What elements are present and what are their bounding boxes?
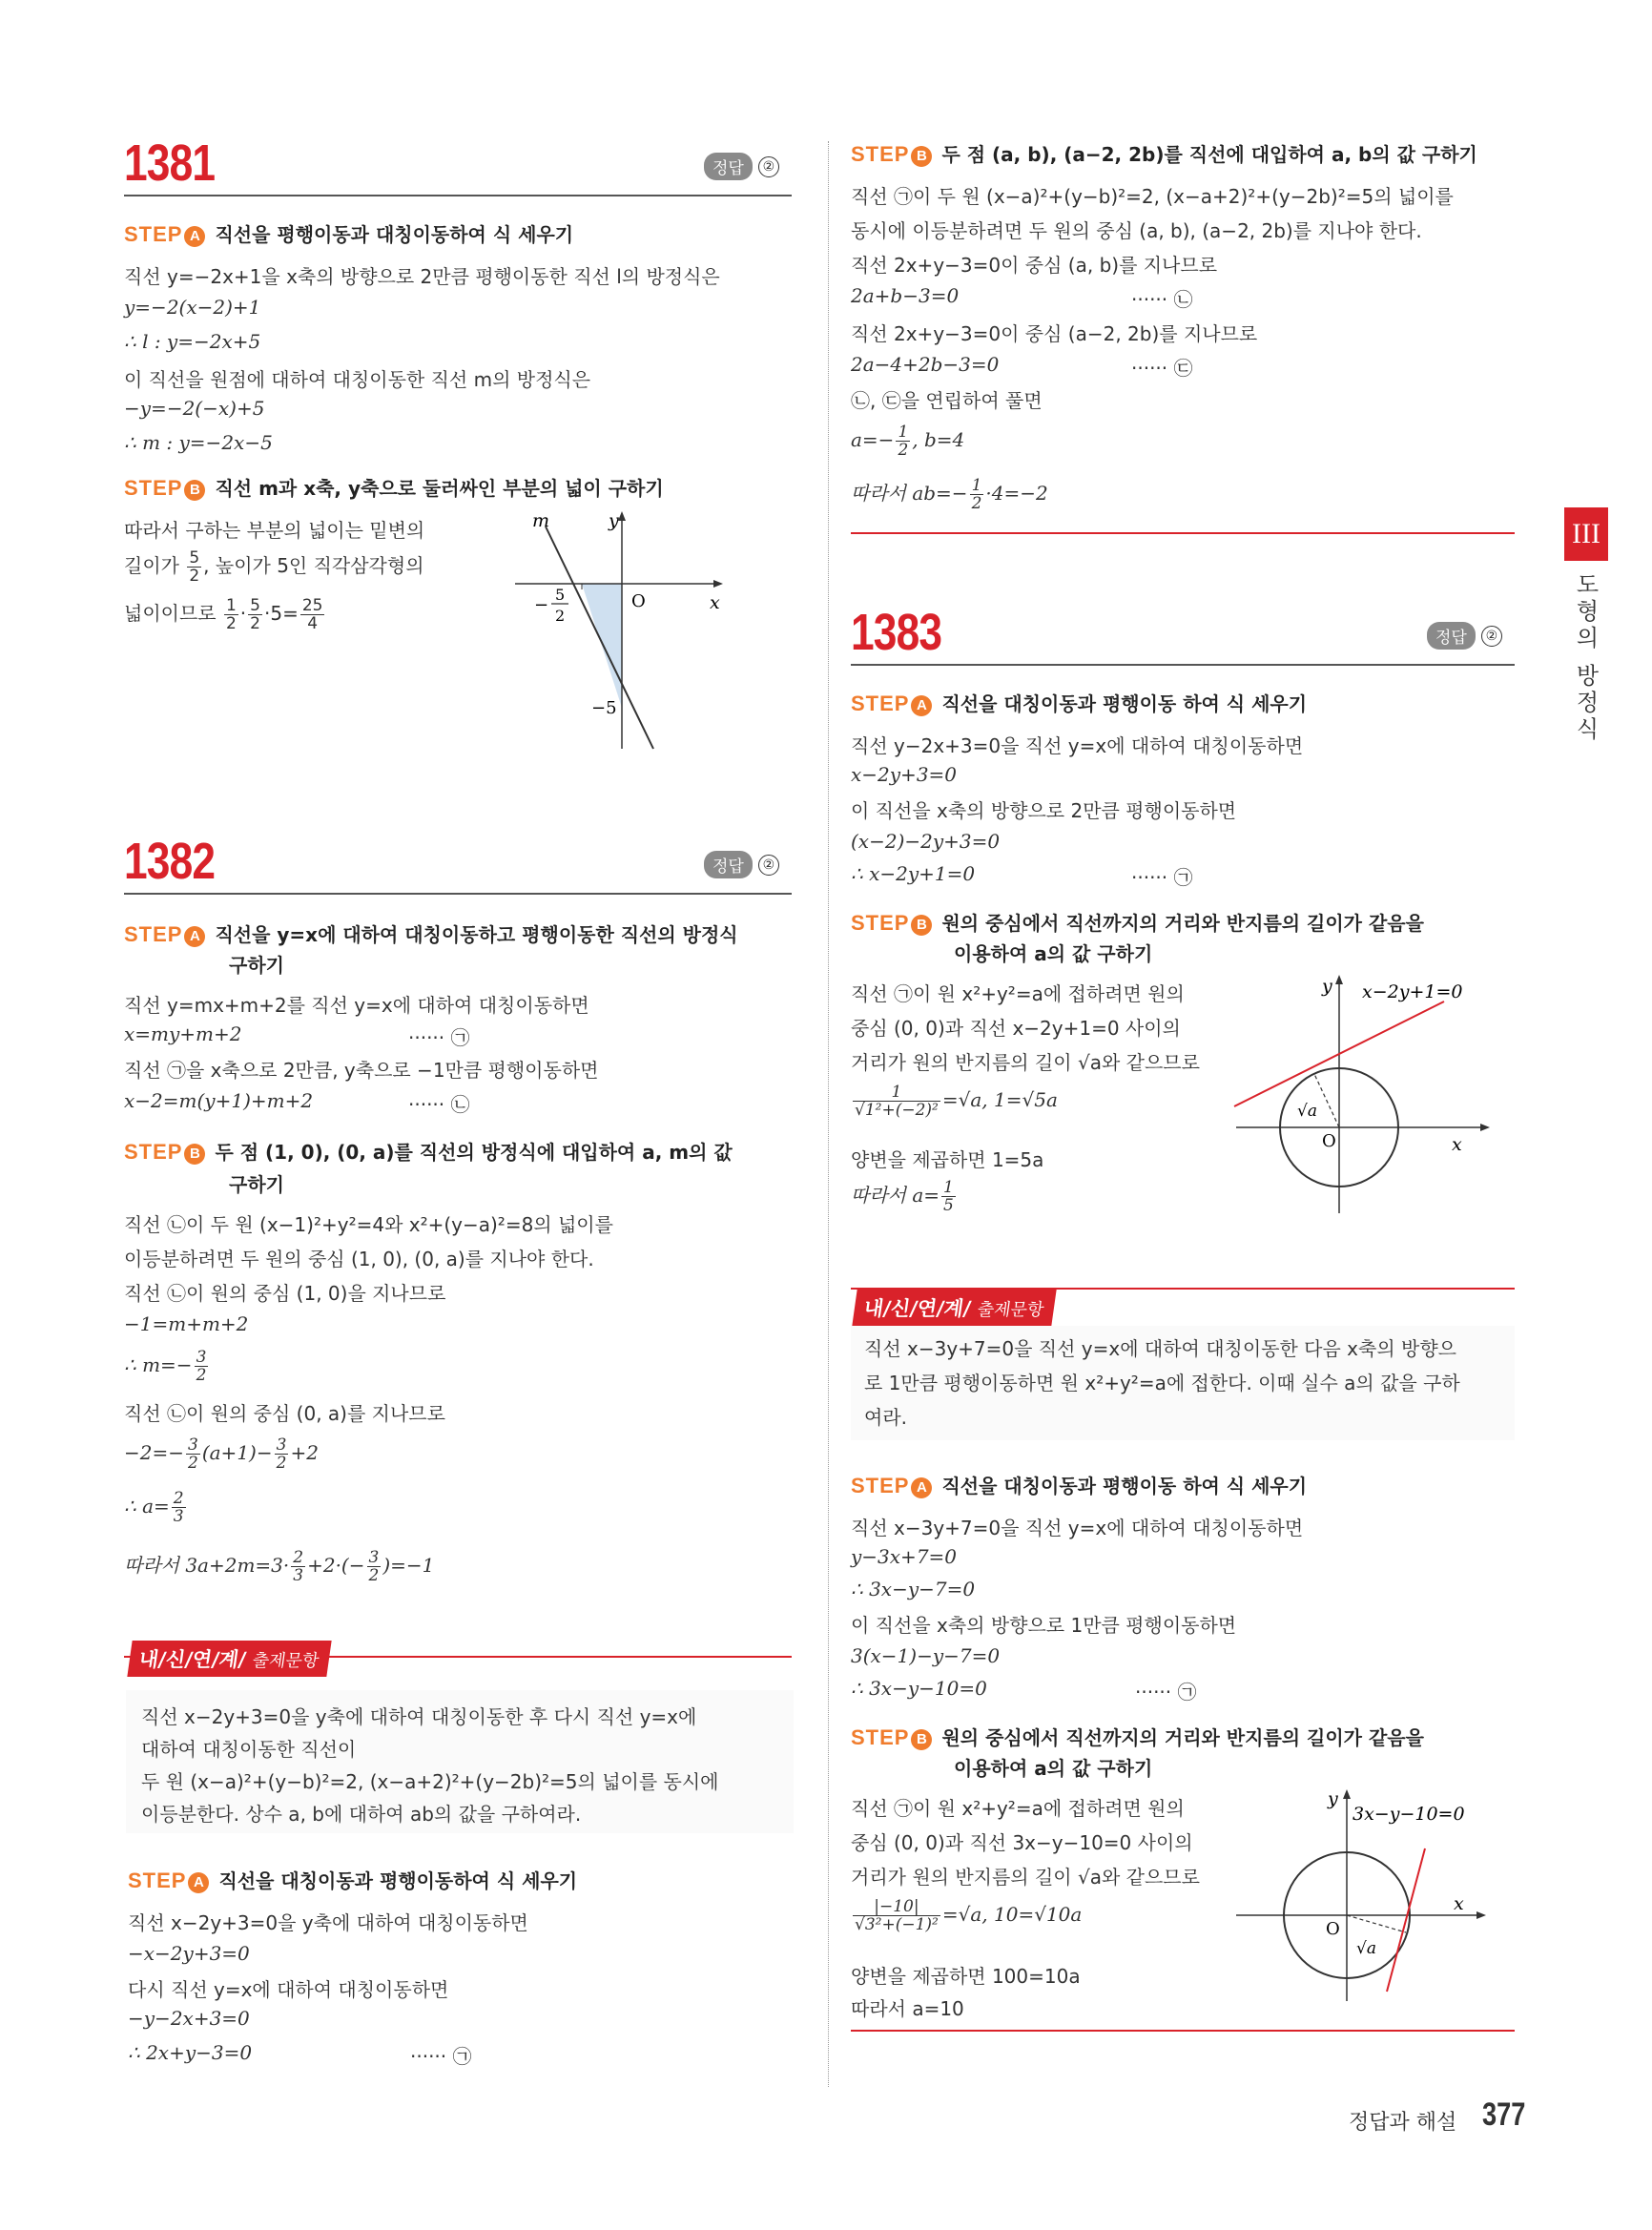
solution-line: ∴ m=− $\frac{3}{2}$	[124, 1348, 207, 1385]
solution-line: y−3x+7=0	[851, 1545, 958, 1568]
solution-line: 직선 y=−2x+1을 x축의 방향으로 2만큼 평행이동한 직선 l의 방정식은	[124, 265, 720, 288]
solution-line: 다시 직선 y=x에 대하여 대칭이동하면	[128, 1978, 449, 2001]
solution-line: a=− $\frac{1}{2}$ , b=4	[851, 423, 965, 460]
solution-line: −1=m+m+2	[124, 1312, 249, 1335]
label-radius: √a	[1297, 1102, 1317, 1121]
step-a-heading: STEP A 직선을 대칭이동과 평행이동 하여 식 세우기	[851, 692, 1308, 715]
label-x: x	[1454, 1893, 1464, 1914]
problem-rule	[124, 195, 792, 196]
step-b-heading-cont: 구하기	[229, 1173, 284, 1196]
solution-line: 따라서 ab=− $\frac{1}{2}$ ·4=−2	[851, 476, 1048, 513]
question-line: 직선 x−2y+3=0을 y축에 대하여 대칭이동한 후 다시 직선 y=x에	[141, 1705, 697, 1728]
page-number: 377	[1482, 2096, 1526, 2133]
solution-line: ∴ 3x−y−7=0	[851, 1578, 976, 1600]
solution-line: 중심 (0, 0)과 직선 3x−y−10=0 사이의	[851, 1831, 1193, 1854]
solution-line: 따라서 a=10	[851, 1997, 964, 2020]
answer-value: ②	[758, 855, 779, 876]
solution-line: 2a+b−3=0	[851, 284, 960, 307]
column-divider	[828, 141, 829, 2087]
label-radius: √a	[1356, 1939, 1376, 1958]
solution-line: y=−2(x−2)+1	[124, 296, 261, 319]
solution-line: 직선 ㉡이 원의 중심 (1, 0)을 지나므로	[124, 1282, 446, 1305]
solution-line: 직선 ㉠이 원 x²+y²=a에 접하려면 원의	[851, 982, 1185, 1005]
solution-line: 길이가 $\frac{5}{2}$ , 높이가 5인 직각삼각형의	[124, 548, 424, 586]
circle-tangent-graph-2	[1227, 1780, 1541, 2009]
solution-line: 양변을 제곱하면 1=5a	[851, 1148, 1044, 1171]
label-x: x	[1452, 1134, 1462, 1155]
solution-line: 거리가 원의 반지름의 길이 √a와 같으므로	[851, 1051, 1200, 1074]
label-eq: x−2y+1=0	[1362, 981, 1463, 1002]
question-line: 여라.	[864, 1406, 907, 1429]
solution-line: ∴ x−2y+1=0	[851, 862, 976, 885]
solution-line: 직선 ㉠을 x축으로 2만큼, y축으로 −1만큼 평행이동하면	[124, 1059, 599, 1082]
circle-tangent-graph	[1227, 963, 1541, 1221]
equation-marker: ······ ㉡	[408, 1093, 470, 1116]
section-end-rule	[851, 2030, 1515, 2032]
solution-line: 직선 ㉠이 두 원 (x−a)²+(y−b)²=2, (x−a+2)²+(y−2b)²=5의 넓이를	[851, 185, 1454, 208]
solution-line: 직선 x−2y+3=0을 y축에 대하여 대칭이동하면	[128, 1911, 528, 1934]
solution-line: ∴ 3x−y−10=0	[851, 1677, 987, 1700]
solution-line: 2a−4+2b−3=0	[851, 353, 1000, 376]
related-question-label: 내/신/연/계/ 출제문항	[127, 1641, 331, 1677]
equation-marker: ······ ㉢	[1131, 357, 1193, 380]
question-line: 두 원 (x−a)²+(y−b)²=2, (x−a+2)²+(y−2b)²=5의 넓이를 동시에	[141, 1770, 719, 1793]
solution-line: −y−2x+3=0	[128, 2007, 250, 2030]
related-question-label: 내/신/연/계/ 출제문항	[852, 1290, 1056, 1326]
question-line: 대하여 대칭이동한 직선이	[141, 1738, 357, 1761]
step-b-heading-cont: 이용하여 a의 값 구하기	[954, 1757, 1153, 1780]
label-origin: O	[1322, 1131, 1336, 1151]
label-xint-den: 2	[555, 607, 566, 625]
solution-line: 이 직선을 x축의 방향으로 2만큼 평행이동하면	[851, 799, 1237, 822]
label-y: y	[1322, 976, 1332, 997]
solution-line: 거리가 원의 반지름의 길이 √a와 같으므로	[851, 1866, 1200, 1889]
equation-marker: ······ ㉠	[1131, 866, 1193, 889]
solution-line: 이 직선을 원점에 대하여 대칭이동한 직선 m의 방정식은	[124, 368, 591, 391]
solution-line: 직선 y−2x+3=0을 직선 y=x에 대하여 대칭이동하면	[851, 734, 1304, 757]
solution-line: 넓이이므로 $\frac{1}{2}$ · $\frac{5}{2}$ ·5= $\frac{25}{4}$	[124, 596, 323, 633]
step-a-heading-cont: 구하기	[229, 954, 284, 977]
solution-line: 직선 y=mx+m+2를 직선 y=x에 대하여 대칭이동하면	[124, 994, 589, 1017]
step-b-heading: STEP B 두 점 (1, 0), (0, a)를 직선의 방정식에 대입하여 a, m의 값	[124, 1140, 733, 1164]
tangent-line	[1387, 1848, 1425, 1992]
solution-line: 직선 2x+y−3=0이 중심 (a, b)를 지나므로	[851, 254, 1218, 277]
equation-marker: ······ ㉠	[1135, 1681, 1197, 1703]
footer-section: 정답과 해설	[1349, 2111, 1457, 2135]
step-b-heading: STEP B 원의 중심에서 직선까지의 거리와 반지름의 길이가 같음을	[851, 1725, 1424, 1749]
question-line: 직선 x−3y+7=0을 직선 y=x에 대하여 대칭이동한 다음 x축의 방향으	[864, 1337, 1456, 1360]
chapter-tab: III	[1564, 507, 1608, 561]
step-a-heading: STEP A 직선을 대칭이동과 평행이동 하여 식 세우기	[851, 1474, 1308, 1497]
answer-label: 정답	[704, 851, 753, 878]
solution-line: ㉡, ㉢을 연립하여 풀면	[851, 389, 1043, 412]
step-b-heading: STEP B 직선 m과 x축, y축으로 둘러싸인 부분의 넓이 구하기	[124, 476, 664, 500]
problem-rule	[124, 893, 792, 895]
question-line: 이등분한다. 상수 a, b에 대하여 ab의 값을 구하여라.	[141, 1803, 582, 1826]
problem-number-1382: 1382	[124, 833, 216, 890]
solution-line: (x−2)−2y+3=0	[851, 830, 1001, 853]
label-y: y	[1328, 1788, 1338, 1809]
solution-line: 이등분하려면 두 원의 중심 (1, 0), (0, a)를 지나야 한다.	[124, 1248, 594, 1270]
step-b-heading-cont: 이용하여 a의 값 구하기	[954, 942, 1153, 965]
label-yint: −5	[591, 698, 617, 718]
answer-label: 정답	[704, 153, 753, 180]
question-line: 로 1만큼 평행이동하면 원 x²+y²=a에 접한다. 이때 실수 a의 값을 구하	[864, 1372, 1460, 1394]
solution-line: 3(x−1)−y−7=0	[851, 1644, 1001, 1667]
label-eq: 3x−y−10=0	[1353, 1804, 1465, 1825]
equation-marker: ······ ㉠	[410, 2045, 472, 2068]
step-a-heading: STEP A 직선을 y=x에 대하여 대칭이동하고 평행이동한 직선의 방정식	[124, 922, 738, 946]
label-m: m	[532, 510, 550, 531]
solution-line: −2=− $\frac{3}{2}$ (a+1)− $\frac{3}{2}$ +2	[124, 1435, 319, 1473]
solution-line: $\frac{1}{\text{√1²+(−2)²}}$ =√a, 1=√5a	[855, 1083, 1058, 1120]
step-b-heading: STEP B 두 점 (a, b), (a−2, 2b)를 직선에 대입하여 a, b의 값 구하기	[851, 142, 1477, 166]
step-a-heading: STEP A 직선을 대칭이동과 평행이동하여 식 세우기	[128, 1869, 578, 1892]
step-b-heading: STEP B 원의 중심에서 직선까지의 거리와 반지름의 길이가 같음을	[851, 911, 1424, 935]
label-xint-sign: −	[534, 595, 549, 615]
label-origin: O	[631, 591, 646, 611]
solution-line: ∴ a= $\frac{2}{3}$	[124, 1489, 184, 1526]
answer-badge	[1427, 622, 1502, 647]
label-y: y	[609, 510, 619, 531]
answer-label: 정답	[1427, 622, 1476, 650]
solution-line: x−2y+3=0	[851, 763, 958, 786]
answer-value: ②	[758, 156, 779, 177]
label-xint-num: 5	[555, 586, 566, 604]
solution-line: 양변을 제곱하면 100=10a	[851, 1965, 1081, 1988]
solution-line: 직선 x−3y+7=0을 직선 y=x에 대하여 대칭이동하면	[851, 1517, 1304, 1539]
label-origin: O	[1326, 1919, 1340, 1939]
equation-marker: ······ ㉡	[1131, 288, 1193, 311]
solution-line: 직선 ㉡이 두 원 (x−1)²+y²=4와 x²+(y−a)²=8의 넓이를	[124, 1213, 613, 1236]
answer-value: ②	[1481, 626, 1502, 647]
answer-badge	[704, 851, 779, 876]
solution-line: −y=−2(−x)+5	[124, 397, 265, 420]
chapter-label: 도형의 방정식	[1572, 572, 1599, 744]
triangle-graph	[506, 506, 744, 754]
solution-line: −x−2y+3=0	[128, 1942, 250, 1965]
section-end-rule	[851, 532, 1515, 534]
solution-line: ∴ l : y=−2x+5	[124, 330, 261, 353]
solution-line: 따라서 3a+2m=3· $\frac{2}{3}$ +2·(− $\frac{3}{2}$ )=−1	[124, 1548, 435, 1585]
problem-rule	[851, 664, 1515, 666]
label-x: x	[710, 592, 720, 613]
solution-line: 따라서 구하는 부분의 넓이는 밑변의	[124, 519, 425, 542]
solution-line: 직선 ㉡이 원의 중심 (0, a)를 지나므로	[124, 1402, 445, 1425]
radius	[1314, 1074, 1339, 1127]
solution-line: x−2=m(y+1)+m+2	[124, 1089, 314, 1112]
radius	[1347, 1915, 1406, 1932]
solution-line: 직선 ㉠이 원 x²+y²=a에 접하려면 원의	[851, 1797, 1185, 1820]
solution-line: $\frac{|-10|}{\text{√3²+(−1)²}}$ =√a, 10=√10a	[855, 1897, 1083, 1934]
step-a-heading: STEP A 직선을 평행이동과 대칭이동하여 식 세우기	[124, 222, 574, 246]
problem-number-1381: 1381	[124, 134, 216, 192]
solution-line: ∴ 2x+y−3=0	[128, 2041, 253, 2064]
answer-badge	[704, 153, 779, 177]
solution-line: 따라서 a= $\frac{1}{5}$	[851, 1178, 954, 1215]
solution-line: ∴ m : y=−2x−5	[124, 431, 273, 454]
problem-number-1383: 1383	[851, 604, 942, 661]
shaded-triangle	[582, 584, 622, 708]
solution-line: 동시에 이등분하려면 두 원의 중심 (a, b), (a−2, 2b)를 지나야 한다.	[851, 219, 1422, 242]
solution-line: 이 직선을 x축의 방향으로 1만큼 평행이동하면	[851, 1614, 1237, 1637]
solution-line: 직선 2x+y−3=0이 중심 (a−2, 2b)를 지나므로	[851, 322, 1258, 345]
solution-line: 중심 (0, 0)과 직선 x−2y+1=0 사이의	[851, 1017, 1181, 1040]
equation-marker: ······ ㉠	[408, 1026, 470, 1049]
solution-line: x=my+m+2	[124, 1022, 242, 1045]
